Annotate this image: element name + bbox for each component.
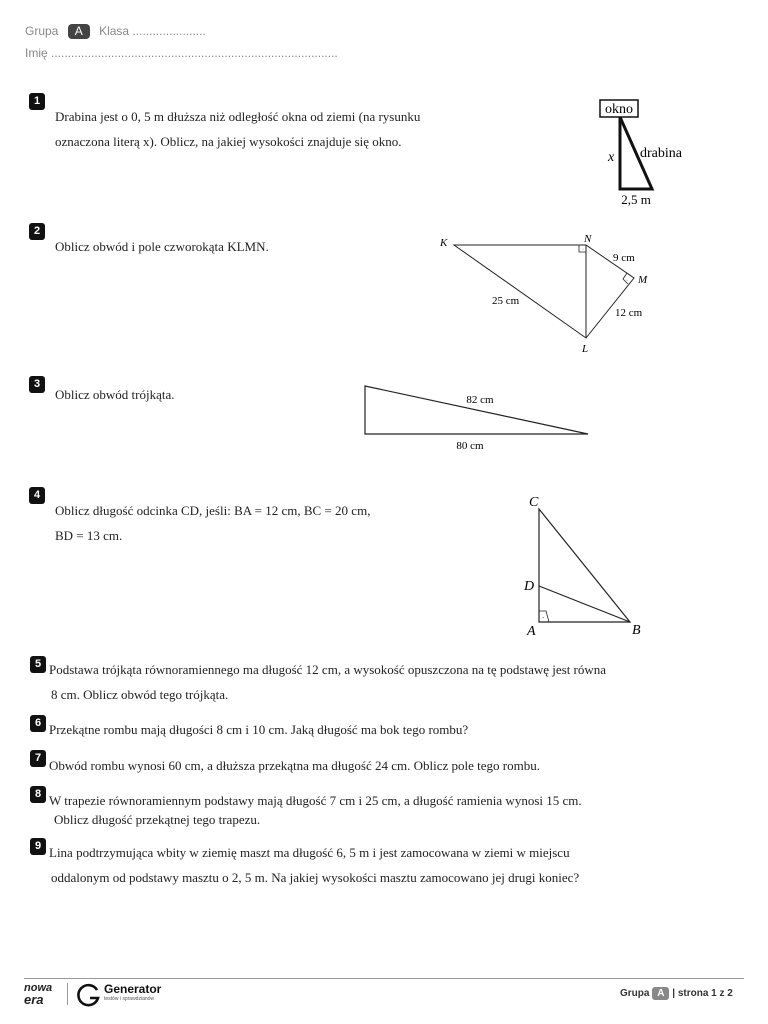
footer-group-label: Grupa xyxy=(620,988,650,999)
task-7-line-1: Obwód rombu wynosi 60 cm, a dłuższa przekątna ma długość 24 cm. Oblicz pole tego rombu. xyxy=(49,758,540,773)
vertex-b: B xyxy=(632,623,641,638)
task-number-4: 4 xyxy=(29,487,45,504)
group-badge: A xyxy=(68,24,90,39)
task-number-9: 9 xyxy=(30,838,46,855)
generator-logo-icon xyxy=(77,982,101,1006)
task-3-line-1: Oblicz obwód trójkąta. xyxy=(55,387,175,402)
right-angle-a-dot: · xyxy=(542,614,545,622)
ladder-label: drabina xyxy=(640,146,682,161)
task-number-7: 7 xyxy=(30,750,46,767)
task-number-1: 1 xyxy=(29,93,45,110)
side-kl-label: 25 cm xyxy=(492,295,520,307)
footer-page-number: | strona 1 z 2 xyxy=(672,988,733,999)
right-angle-m-dot: · xyxy=(626,278,628,284)
header-group-row xyxy=(25,24,206,39)
task-6-line-1: Przekątne rombu mają długości 8 cm i 10 cm. Jaką długość ma bok tego rombu? xyxy=(49,722,469,737)
segment-db xyxy=(539,586,630,622)
nowa-era-logo xyxy=(24,983,52,1005)
task-number-3: 3 xyxy=(29,376,45,393)
header-name-row xyxy=(25,46,338,60)
vertex-d: D xyxy=(524,579,535,594)
task-number-2: 2 xyxy=(29,223,45,240)
task-1-line-1: Drabina jest o 0, 5 m dłuższa niż odległość okna od ziemi (na rysunku xyxy=(55,109,421,124)
logo-divider xyxy=(67,983,68,1005)
vertex-l: L xyxy=(582,343,589,355)
logo-word-nowa: nowa xyxy=(24,982,53,994)
class-label: Klasa xyxy=(99,24,130,38)
side-nm-label: 9 cm xyxy=(613,252,635,264)
task-4-line-1: Oblicz długość odcinka CD, jeśli: BA = 12 cm, BC = 20 cm, xyxy=(55,503,371,518)
task-4-line-2: BD = 13 cm. xyxy=(55,528,123,543)
figure-quadrilateral xyxy=(436,232,676,362)
name-field[interactable]: ...................................................................................... xyxy=(51,46,338,60)
name-label: Imię xyxy=(25,46,48,60)
generator-subtitle: testów i sprawdzianów xyxy=(104,996,155,1002)
task-number-8: 8 xyxy=(30,786,46,803)
task-8-line-1: W trapezie równoramiennym podstawy mają długość 7 cm i 25 cm, a długość ramienia wynosi 15 cm. xyxy=(49,793,582,808)
vertex-n: N xyxy=(584,233,592,245)
figure-triangle-abc xyxy=(520,490,660,640)
task-5-line-1: Podstawa trójkąta równoramiennego ma długość 12 cm, a wysokość opuszczona na tę podstawę jest równa xyxy=(49,662,607,677)
footer-page-info xyxy=(620,987,733,1000)
group-label: Grupa xyxy=(25,24,59,38)
class-field[interactable]: ...................... xyxy=(132,24,206,38)
triangle-abc xyxy=(539,509,630,622)
quadrilateral-klmn xyxy=(454,245,634,338)
figure-triangle xyxy=(360,382,600,452)
task-8-line-2: Oblicz długość przekątnej tego trapezu. xyxy=(54,812,261,827)
logo-word-era: era xyxy=(24,992,44,1007)
window-label: okno xyxy=(605,102,633,117)
figure-ladder xyxy=(592,98,692,208)
side-lm-label: 12 cm xyxy=(615,307,643,319)
base-length-label: 80 cm xyxy=(456,440,484,452)
generator-title: Generator xyxy=(104,982,162,996)
vertex-k: K xyxy=(440,237,448,249)
task-5-line-2: 8 cm. Oblicz obwód tego trójkąta. xyxy=(51,687,229,702)
vertex-m: M xyxy=(638,274,648,286)
footer-group-badge: A xyxy=(652,987,669,1000)
task-1-line-2: oznaczona literą x). Oblicz, na jakiej wysokości znajduje się okno. xyxy=(55,134,402,149)
vertex-a: A xyxy=(527,624,536,639)
base-label: 2,5 m xyxy=(621,192,651,207)
vertex-c: C xyxy=(529,495,539,510)
task-9-line-2: oddalonym od podstawy masztu o 2, 5 m. Na jakiej wysokości masztu zamocowano jej drugi koniec? xyxy=(51,870,580,885)
task-2-line-1: Oblicz obwód i pole czworokąta KLMN. xyxy=(55,239,269,254)
task-number-5: 5 xyxy=(30,656,46,673)
hypotenuse-label: 82 cm xyxy=(466,394,494,406)
task-number-6: 6 xyxy=(30,715,46,732)
generator-g-shape xyxy=(78,985,98,1005)
right-angle-n-dot: · xyxy=(582,247,584,253)
height-label: x xyxy=(608,150,615,165)
task-9-line-1: Lina podtrzymująca wbity w ziemię maszt ma długość 6, 5 m i jest zamocowana w ziemi w miejscu xyxy=(49,845,570,860)
footer-divider xyxy=(24,978,744,979)
